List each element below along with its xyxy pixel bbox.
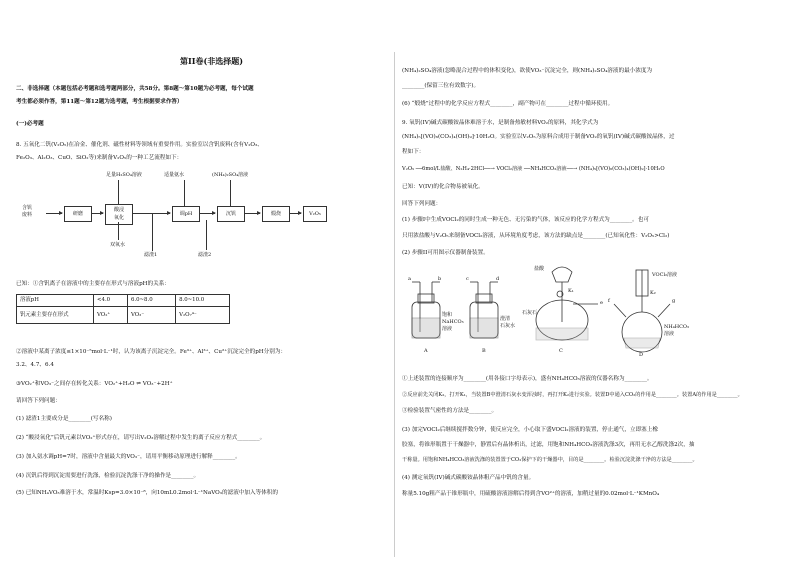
known-condition-2b: 3.2、4.7、6.4 <box>16 362 54 368</box>
flow-arrow <box>199 213 215 214</box>
answer-3-line3: 干称量。用饱和NH₄HCO₃溶液洗涤的装置置于CO₂保护下的干燥器中，目的是________。检验沉淀洗涤干净的方法是________。 <box>402 457 698 463</box>
apparatus-drawing <box>402 262 778 360</box>
flow-box-precipitate: 沉钒 <box>217 206 245 222</box>
flow-box-acid-oxidize <box>105 204 133 225</box>
label-hcl: 盐酸 <box>534 266 545 272</box>
flow-box-grind: 研磨 <box>64 206 92 222</box>
table-row <box>17 295 230 307</box>
ph-table <box>16 294 230 324</box>
label-clear-2: 石灰水 <box>500 323 516 329</box>
answer-prompt: 回答下列问题： <box>402 201 442 207</box>
label-sat-1: 饱和 <box>442 312 453 318</box>
answer-1-line1: (1) 步骤I中生成VOCl₂的同时生成一种无色、无污染的气体，该反应的化学方程式为________。也可 <box>402 217 649 223</box>
reagent-label-ammonia: 适量氨水 <box>164 172 185 178</box>
port-b: b <box>438 276 442 282</box>
table-cell: 溶液pH <box>17 295 94 307</box>
flow-arrow <box>244 213 260 214</box>
column-divider <box>394 52 395 557</box>
table-cell: <4.0 <box>94 295 128 307</box>
known-condition-2: ②溶液中某离子浓度≤1×10⁻⁵mol·L⁻¹时，认为该离子沉淀完全。Fe³⁺、Al³⁺、Cu²⁺沉淀完全的pH分别为： <box>16 349 287 355</box>
ask-prompt: 请回答下列问题： <box>16 398 61 404</box>
label-k1: K₁ <box>568 288 574 294</box>
flow-box-oxidize-label: 氧化 <box>113 215 124 221</box>
flow-box-product: V₂O₅ <box>303 206 327 222</box>
port-d: d <box>496 276 500 282</box>
label-vocl2: VOCl₂溶液 <box>652 272 678 278</box>
question-1: (1) 滤渣1主要成分是________(写名称) <box>16 416 112 422</box>
section-heading-line1: 二、非选择题（本题包括必考题和选考题两部分，共58分。第8题～第10题为必考题，每个试题 <box>16 86 254 92</box>
answer-1-line2: 只用浓盐酸与V₂O₅来制备VOCl₂溶液，从环境角度考虑，该方法的缺点是________(已知氧化性：V₂O₅>Cl₂) <box>402 233 670 239</box>
q9-line2: (NH₄)₅[(VO)₆(CO₃)₄(OH)₉]·10H₂O。实验室以V₂O₅为原料合成用于制备VO₂的氧钒(IV)碱式碳酸铵晶体，过 <box>402 134 675 140</box>
apparatus-label-C: C <box>559 348 563 354</box>
right-line-2: ________(保留三位有效数字)。 <box>402 83 480 89</box>
residue-label-1: 滤渣1 <box>144 252 158 258</box>
sub-question-2: ②反应前先关闭K₂，打开K₁，当装置B中澄清石灰水变浑浊时，再打开K₂进行实验。装置D中通入CO₂的作用是________。装置A的作用是________。 <box>402 392 743 398</box>
apparatus-label-D: D <box>639 352 644 358</box>
process-flowchart <box>16 168 388 268</box>
known-condition-1: 已知：①含钒离子在溶液中的主要存在形式与溶液pH的关系： <box>16 281 170 287</box>
reagent-line <box>118 222 119 240</box>
apparatus-label-A: A <box>424 348 428 354</box>
label-clear-1: 澄清 <box>500 316 511 322</box>
port-f: f <box>608 298 610 304</box>
sub-question-3: ③检验装置气密性的方法是________。 <box>402 408 498 414</box>
question-3: (3) 加入氨水调pH=7时，溶液中含量最大的VO₃⁻，请用平衡移动原理进行解释________。 <box>16 454 241 460</box>
known-oxidation: 已知：V(IV)的化合物易被氧化。 <box>402 184 484 190</box>
reaction-scheme: V₂O₅ ──6mol/L盐酸、N₂H₄·2HCl──→ VOCl₂溶液 ──NH₄HCO₃溶液──→ (NH₄)₅[(VO)₆(CO₃)₄(OH)₉]·10H₂O <box>402 166 665 172</box>
question-5: (5) 已知NH₄VO₃难溶于水，常温时Ksp=3.0×10⁻⁸，向10mL0.2mol·L⁻¹NaVO₃的滤液中加入等体积的 <box>16 490 278 496</box>
q8-line1: 8. 五氧化二钒(V₂O₅)在冶金、催化剂、磁性材料等领域有重要作用。实验室以含钒废料(含有V₂O₃、 <box>16 142 263 148</box>
reagent-line <box>230 180 231 206</box>
reagent-label-h2o2: 双氧水 <box>110 242 126 248</box>
residue-label-2: 滤渣2 <box>198 252 212 258</box>
residue-line <box>152 213 153 251</box>
flow-arrow <box>91 213 103 214</box>
flow-box-adjust-ph: 调pH <box>172 206 200 222</box>
port-a: a <box>408 276 411 282</box>
port-e: e <box>600 300 603 306</box>
table-cell: V₂O₇⁴⁻ <box>176 307 230 324</box>
label-sat-3: 溶液 <box>442 326 453 332</box>
reagent-line <box>118 180 119 204</box>
flow-box-calcine: 煅烧 <box>262 206 290 222</box>
residue-line <box>206 220 207 250</box>
answer-4b: 称量5.10g粗产品于锥形瓶中，用硫酸溶液溶解后得到含VO²⁺的溶液，加稍过量的0.02mol·L⁻¹KMnO₄ <box>402 491 660 497</box>
flow-arrow <box>132 213 170 214</box>
reagent-label-h2so4: 足量H₂SO₄溶液 <box>106 172 142 178</box>
apparatus-label-B: B <box>482 348 486 354</box>
flow-box-acid-label: 酸浸 <box>113 207 124 213</box>
reagent-line <box>184 180 185 206</box>
start-label-1: 含钒 <box>22 205 33 211</box>
sub-heading: (一)必考题 <box>16 121 44 127</box>
label-k2: K₂ <box>650 290 656 296</box>
flow-arrow <box>289 213 301 214</box>
table-cell: 6.0~8.0 <box>127 295 175 307</box>
section-heading-line2: 考生都必须作答，第11题～第12题为选考题，考生根据要求作答） <box>16 99 183 105</box>
answer-2: (2) 步骤II可用图示仪器制备装置。 <box>402 250 489 256</box>
question-2: (2) “酸浸氧化”后钒元素以VO₂⁺形式存在，请写出V₂O₃溶解过程中发生的离子反应方程式________。 <box>16 435 266 441</box>
known-condition-3: ③VO₂⁺和VO₃⁻之间存在转化关系：VO₂⁺+H₂O ⇌ VO₃⁻+2H⁺ <box>16 381 173 387</box>
q9-line1: 9. 氧钒(IV)碱式碳酸铵晶体难溶于水，是制备热敏材料VO₂的原料，其化学式为 <box>402 120 599 126</box>
sub-question-1: ①上述装置的连接顺序为________(用各接口字母表示)，盛有NH₄HCO₃溶液的仪器名称为________。 <box>402 376 653 382</box>
right-line-1: (NH₄)₂SO₄溶液(忽略混合过程中的体积变化)，欲使VO₃⁻沉淀完全，则(NH₄)₂SO₄溶液的最小浓度为 <box>402 68 653 74</box>
reagent-label-nh4so4: (NH₄)₂SO₄溶液 <box>212 172 249 178</box>
left-column <box>16 0 388 562</box>
apparatus-figure <box>402 262 778 360</box>
port-c: c <box>466 276 469 282</box>
table-cell: 钒元素主要存在形式 <box>17 307 94 324</box>
answer-3-line1: (3) 加完VOCl₂后继续搅拌数分钟，使反应完全，小心取下盛VOCl₂溶液的装置，停止通气，立即塞上橡 <box>402 427 658 433</box>
flow-arrow <box>46 213 62 214</box>
right-column <box>402 0 778 562</box>
answer-4: (4) 测定氧钒(IV)碱式碳酸铵晶体粗产品中钒的含量。 <box>402 475 535 481</box>
table-cell: VO₂⁺ <box>94 307 128 324</box>
label-limestone: 石灰石 <box>522 310 538 316</box>
label-nh4hco3-1: NH₄HCO₃ <box>664 324 690 330</box>
label-sat-2: NaHCO₃ <box>442 319 464 325</box>
question-6: (6) “煅烧”过程中的化学反应方程式________，副产物可在________过程中循环使用。 <box>402 101 614 107</box>
table-row <box>17 307 230 324</box>
answer-3-line2: 胶塞，将锥形瓶置于干燥器中，静置后有晶体析出，过滤，用饱和NH₄HCO₃溶液洗涤3次，再用无水乙醇洗涤2次，抽 <box>402 442 695 448</box>
question-4: (4) 沉钒后得到沉淀需要进行洗涤，检验沉淀洗涤干净的操作是________。 <box>16 473 200 479</box>
table-cell: 8.0~10.0 <box>176 295 230 307</box>
q8-line2: Fe₂O₃、Al₂O₃、CuO、SiO₂等)来制备V₂O₅的一种工艺流程如下： <box>16 155 183 161</box>
table-cell: VO₃⁻ <box>127 307 175 324</box>
label-nh4hco3-2: 溶液 <box>664 331 675 337</box>
port-g: g <box>672 298 676 304</box>
start-label-2: 废料 <box>22 212 33 218</box>
section-title: 第II卷(非选择题) <box>180 56 244 66</box>
q9-line3: 程如下： <box>402 149 425 155</box>
